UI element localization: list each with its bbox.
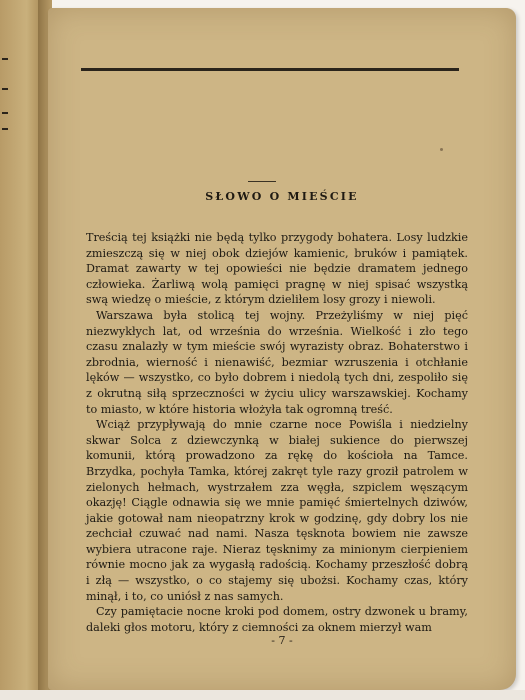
book-page <box>48 8 516 690</box>
header-rule <box>81 68 459 71</box>
paragraph-4: Czy pamiętacie nocne kroki pod domem, ostry dzwonek u bramy, daleki głos motoru, który z ciemności za oknem mierzył wam <box>86 605 468 634</box>
paragraph-3: Wciąż przypływają do mnie czarne noce Powiśla i niedzielny skwar Solca z dziewczynką w białej sukience do pierwszej komunii, którą prowadzono za rękę do kościoła na Tamce. Brzydka, pochyła Tamka, której zakręt tyle razy groził patrolem w zielonych hełmach, wystrzałem zza węgła, szpiclem węszącym okazję! Ciągle odnawia się we mnie pamięć śmiertelnych dziwów, jakie gotował nam nieopatrzny krok w godzinę, gdy dobry los nie zechciał czuwać nad nami. Nasza tęsknota bowiem nie zawsze wybiera utracone raje. Nieraz tęsknimy za minionym cierpieniem równie mocno jak za wygasłą radością. Kochamy przeszłość dobrą i złą — wszystko, o co stajemy się ubożsi. Kochamy czas, który minął, i to, co uniósł z nas samych. <box>86 418 468 603</box>
chapter-title: SŁOWO O MIEŚCIE <box>205 190 359 203</box>
background-edge <box>0 690 525 700</box>
paragraph-2: Warszawa była stolicą tej wojny. Przeżyliśmy w niej pięć niezwykłych lat, od września do września. Wielkość i zło tego czasu znalazły w tym mieście swój wyrazisty obraz. Bohaterstwo i zbrodnia, wierność i nienawiść, bezmiar wzruszenia i otchłanie lęków — wszystko, co było dobrem i niedolą tych dni, zespoliło się z okrutną siłą sprzeczności w życiu ulicy warszawskiej. Kochamy to miasto, w które historia włożyła tak ogromną treść. <box>86 308 468 416</box>
paragraph-1: Treścią tej książki nie będą tylko przygody bohatera. Losy ludzkie zmieszczą się w niej obok dziejów kamienic, bruków i pamiątek. Dramat zawarty w tej opowieści nie będzie dramatem jednego człowieka. Żarliwą wolą pamięci pragnę w niej spisać wszystką swą wiedzę o mieście, z którym dzieliłem losy grozy i niewoli. <box>86 231 468 307</box>
paper-speck <box>168 478 170 480</box>
page-number: - 7 - <box>271 634 293 647</box>
title-ornament-rule <box>248 181 276 182</box>
body-text <box>86 230 468 635</box>
paper-speck <box>440 148 443 151</box>
